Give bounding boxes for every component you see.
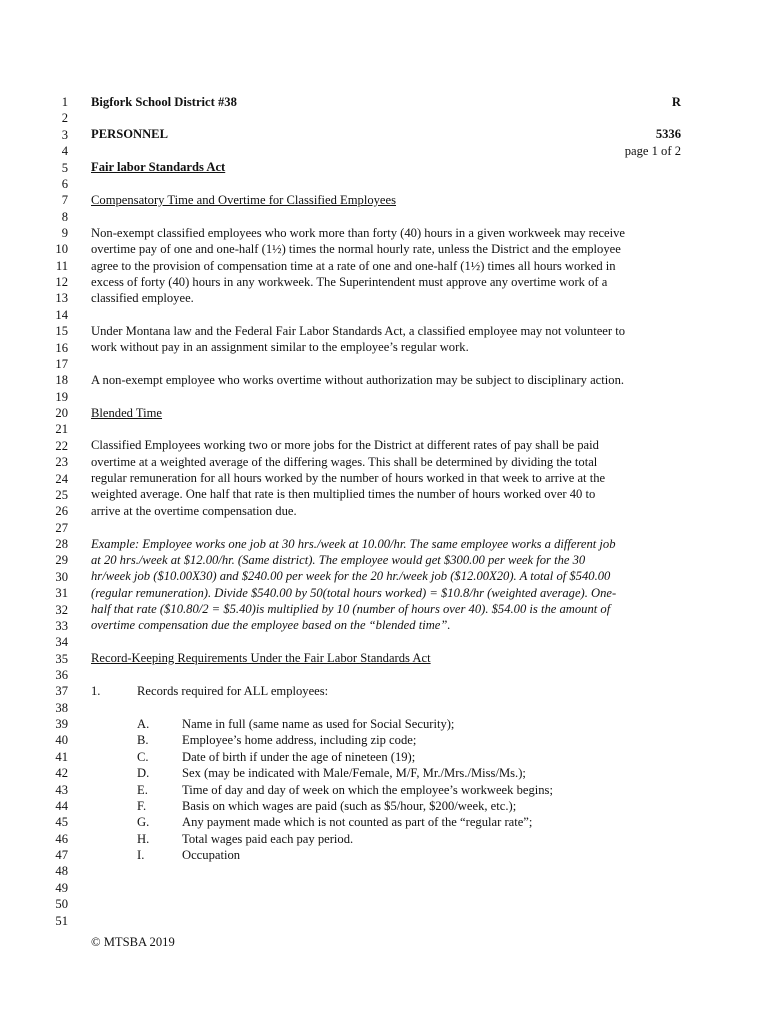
line-number: 12: [55, 275, 68, 290]
list-item-text: Total wages paid each pay period.: [182, 831, 354, 846]
line-number: 32: [55, 602, 68, 617]
line-number: 7: [61, 193, 68, 208]
list-item-letter: A.: [137, 717, 150, 731]
list-item-text: Basis on which wages are paid (such as $5/hour, $200/week, etc.);: [182, 798, 517, 813]
paragraph-line: arrive at the overtime compensation due.: [91, 504, 297, 518]
paragraph-line: overtime pay of one and one-half (1½) times the normal hourly rate, unless the District and the employee: [91, 242, 621, 256]
list-item-letter: C.: [137, 749, 149, 764]
line-number: 6: [61, 176, 68, 191]
paragraph-line: work without pay in an assignment similar to the employee’s regular work.: [91, 340, 469, 354]
line-number: 18: [55, 373, 68, 388]
example-line: half that rate ($10.80/2 = $5.40)is multiplied by 10 (number of hours over 40). $54.00 is the amount of: [91, 602, 611, 616]
example-line: hr/week job ($10.00X30) and $240.00 per week for the 20 hr./week job ($12.00X20). A total of $540.00: [91, 569, 611, 583]
list-item-text: Time of day and day of week on which the employee’s workweek begins;: [182, 782, 553, 797]
line-number: 2: [61, 111, 68, 126]
line-number: 50: [55, 897, 68, 912]
section-title: PERSONNEL: [91, 127, 168, 141]
line-number: 25: [55, 487, 68, 502]
line-number: 39: [55, 717, 68, 732]
heading-blended-time: Blended Time: [91, 406, 163, 420]
paragraph-line: regular remuneration for all hours worked by the number of hours worked in that week to arrive at the: [91, 471, 606, 485]
line-number: 14: [55, 307, 68, 322]
example-line: at 20 hrs./week at $12.00/hr. (Same district). The employee would get $300.00 per week for the 30: [91, 553, 586, 567]
line-number: 3: [61, 127, 68, 142]
policy-code: R: [671, 95, 681, 109]
list-item-letter: E.: [137, 782, 148, 797]
line-number: 36: [55, 668, 68, 682]
line-number: 22: [55, 438, 68, 453]
line-number: 24: [55, 471, 68, 486]
list-item-letter: G.: [137, 815, 150, 830]
list-item-text: Employee’s home address, including zip code;: [182, 733, 417, 748]
heading-record-keeping: Record-Keeping Requirements Under the Fair Labor Standards Act: [91, 651, 431, 665]
line-number: 45: [55, 815, 68, 830]
line-number: 23: [55, 455, 68, 470]
list-item-letter: I.: [137, 848, 145, 862]
example-line: Example: Employee works one job at 30 hrs./week at 10.00/hr. The same employee works a different job: [91, 537, 616, 551]
list-item-letter: B.: [137, 733, 149, 748]
line-number: 34: [55, 635, 68, 650]
line-number: 1: [61, 95, 68, 109]
heading-compensatory-time: Compensatory Time and Overtime for Classified Employees: [91, 193, 397, 207]
line-number: 49: [55, 880, 68, 895]
paragraph-line: overtime at a weighted average of the differing wages. This shall be determined by dividing the total: [91, 455, 598, 469]
policy-number: 5336: [655, 127, 681, 141]
line-number: 20: [55, 406, 68, 420]
example-line: (regular remuneration). Divide $540.00 by 50(total hours worked) = $10.8/hr (weighted average). One-: [91, 586, 617, 600]
page-indicator: page 1 of 2: [624, 144, 681, 158]
line-number: 29: [55, 553, 68, 568]
line-number: 27: [55, 520, 68, 535]
line-number: 42: [55, 766, 68, 781]
paragraph-line: Under Montana law and the Federal Fair Labor Standards Act, a classified employee may not volunteer to: [91, 324, 626, 338]
line-number: 10: [55, 242, 68, 257]
list-item-text: Sex (may be indicated with Male/Female, M/F, Mr./Mrs./Miss/Ms.);: [182, 766, 526, 781]
line-number: 28: [55, 537, 68, 551]
paragraph-line: A non-exempt employee who works overtime without authorization may be subject to disciplinary action.: [91, 373, 625, 387]
line-number: 5: [61, 160, 68, 175]
line-number: 43: [55, 782, 68, 797]
line-number: 19: [55, 389, 68, 404]
list-number: 1.: [91, 684, 101, 698]
line-number: 35: [55, 651, 68, 666]
paragraph-line: agree to the provision of compensation time at a rate of one and one-half (1½) times all hours worked in: [91, 259, 616, 273]
list-item-letter: H.: [137, 831, 150, 846]
line-number: 40: [55, 733, 68, 748]
line-number: 51: [55, 913, 68, 928]
list-item-text: Any payment made which is not counted as part of the “regular rate”;: [182, 815, 533, 830]
list-label: Records required for ALL employees:: [137, 684, 329, 698]
list-item-letter: F.: [137, 798, 147, 813]
line-number: 33: [55, 618, 68, 633]
list-item-text: Occupation: [182, 848, 241, 862]
paragraph-line: Non-exempt classified employees who work more than forty (40) hours in a given workweek may receive: [91, 226, 626, 240]
paragraph-line: excess of forty (40) hours in any workweek. The Superintendent must approve any overtime work of a: [91, 275, 608, 289]
line-number: 16: [55, 340, 68, 355]
line-number: 13: [55, 291, 68, 306]
example-line: overtime compensation due the employee based on the “blended time”.: [91, 618, 451, 632]
line-number: 21: [55, 422, 68, 437]
line-number: 44: [55, 798, 68, 813]
paragraph-line: classified employee.: [91, 291, 194, 305]
line-number: 9: [61, 226, 68, 240]
line-number: 15: [55, 324, 68, 339]
line-number: 47: [55, 848, 68, 862]
line-number: 46: [55, 831, 68, 846]
district-name: Bigfork School District #38: [91, 95, 237, 109]
list-item-text: Name in full (same name as used for Social Security);: [182, 717, 455, 731]
line-number: 11: [55, 258, 68, 273]
policy-title: Fair labor Standards Act: [91, 160, 226, 174]
line-number: 26: [55, 504, 68, 519]
line-number: 8: [61, 209, 68, 224]
line-number: 31: [55, 586, 68, 601]
line-number: 37: [55, 684, 68, 699]
copyright-footer: © MTSBA 2019: [91, 935, 175, 949]
paragraph-line: weighted average. One half that rate is then multiplied times the number of hours worked over 40 to: [91, 487, 596, 501]
paragraph-line: Classified Employees working two or more jobs for the District at different rates of pay shall be paid: [91, 438, 599, 452]
list-item-text: Date of birth if under the age of nineteen (19);: [182, 749, 416, 764]
line-number: 30: [55, 569, 68, 584]
line-number: 4: [61, 144, 68, 159]
line-number: 41: [55, 749, 68, 764]
line-number: 38: [55, 700, 68, 715]
list-item-letter: D.: [137, 766, 150, 781]
line-number: 48: [55, 864, 68, 879]
line-number: 17: [55, 356, 68, 371]
